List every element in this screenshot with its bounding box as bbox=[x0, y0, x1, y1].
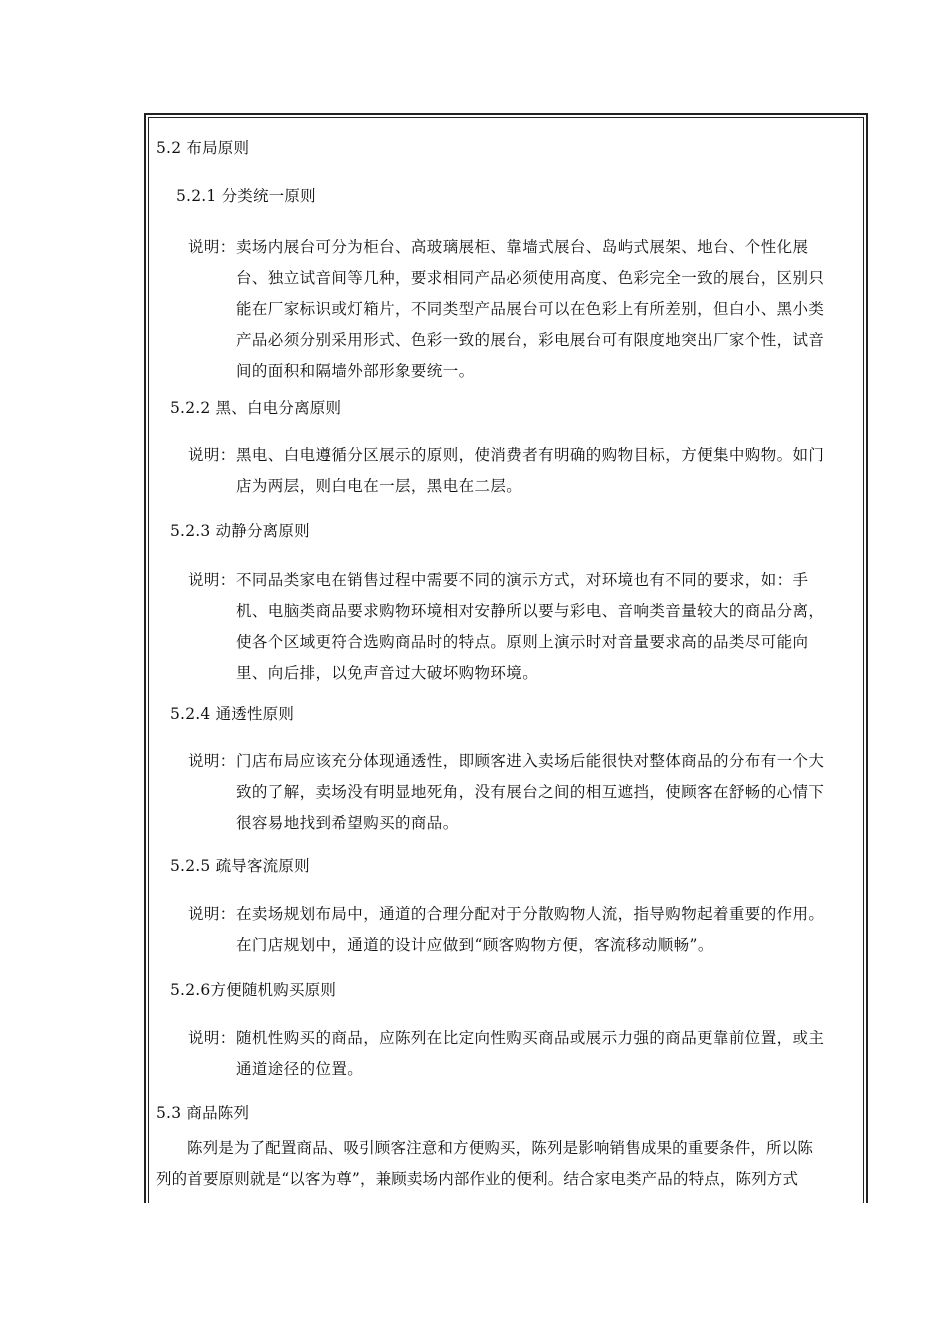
body-line: 很容易地找到希望购买的商品。 bbox=[236, 814, 459, 832]
body-line: 不同品类家电在销售过程中需要不同的演示方式，对环境也有不同的要求，如：手 bbox=[236, 571, 809, 589]
subsection-5-2-4-body bbox=[188, 746, 864, 839]
body-line: 机、电脑类商品要求购物环境相对安静所以要与彩电、音响类音量较大的商品分离， bbox=[236, 602, 825, 620]
body-line: 台、独立试音间等几种，要求相同产品必须使用高度、色彩完全一致的展台，区别只 bbox=[236, 269, 825, 287]
body-line: 使各个区域更符合选购商品时的特点。原则上演示时对音量要求高的品类尽可能向 bbox=[236, 633, 809, 651]
body-line: 产品必须分别采用形式、色彩一致的展台，彩电展台可有限度地突出厂家个性，试音 bbox=[236, 331, 825, 349]
subsection-heading-5-2-6: 5.2.6方便随机购买原则 bbox=[170, 981, 337, 999]
subsection-5-2-3-body bbox=[188, 565, 864, 689]
body-line: 在门店规划中，通道的设计应做到“顾客购物方便，客流移动顺畅”。 bbox=[236, 936, 714, 954]
subsection-heading-5-2-1: 5.2.1 分类统一原则 bbox=[176, 187, 316, 205]
subsection-heading-5-2-2: 5.2.2 黑、白电分离原则 bbox=[170, 399, 342, 417]
subsection-heading-5-2-4: 5.2.4 通透性原则 bbox=[170, 705, 295, 723]
section-heading-5-3: 5.3 商品陈列 bbox=[156, 1104, 250, 1122]
note-label: 说明： bbox=[188, 238, 236, 256]
note-label: 说明： bbox=[188, 752, 236, 770]
body-line: 列的首要原则就是“以客为尊”，兼顾卖场内部作业的便利。结合家电类产品的特点，陈列方式 bbox=[156, 1170, 799, 1188]
note-label: 说明： bbox=[188, 1029, 236, 1047]
note-label: 说明： bbox=[188, 571, 236, 589]
subsection-heading-5-2-5: 5.2.5 疏导客流原则 bbox=[170, 857, 310, 875]
note-label: 说明： bbox=[188, 446, 236, 464]
body-line: 里、向后排，以免声音过大破坏购物环境。 bbox=[236, 664, 539, 682]
body-line: 门店布局应该充分体现通透性，即顾客进入卖场后能很快对整体商品的分布有一个大 bbox=[236, 752, 825, 770]
body-line: 黑电、白电遵循分区展示的原则，使消费者有明确的购物目标，方便集中购物。如门 bbox=[236, 446, 825, 464]
section-5-3-body bbox=[156, 1133, 862, 1195]
note-label: 说明： bbox=[188, 905, 236, 923]
subsection-5-2-1-body bbox=[188, 232, 864, 387]
subsection-5-2-6-body bbox=[188, 1023, 864, 1085]
body-line: 卖场内展台可分为柜台、高玻璃展柜、靠墙式展台、岛屿式展架、地台、个性化展 bbox=[236, 238, 809, 256]
body-line: 间的面积和隔墙外部形象要统一。 bbox=[236, 362, 475, 380]
subsection-heading-5-2-3: 5.2.3 动静分离原则 bbox=[170, 522, 310, 540]
body-line: 随机性购买的商品，应陈列在比定向性购买商品或展示力强的商品更靠前位置，或主 bbox=[236, 1029, 825, 1047]
body-line: 店为两层，则白电在一层，黑电在二层。 bbox=[236, 477, 523, 495]
subsection-5-2-5-body bbox=[188, 899, 864, 961]
body-line: 能在厂家标识或灯箱片，不同类型产品展台可以在色彩上有所差别，但白小、黑小类 bbox=[236, 300, 825, 318]
body-line: 致的了解，卖场没有明显地死角，没有展台之间的相互遮挡，使顾客在舒畅的心情下 bbox=[236, 783, 825, 801]
subsection-5-2-2-body bbox=[188, 440, 864, 502]
section-heading-5-2: 5.2 布局原则 bbox=[156, 139, 250, 157]
body-line: 陈列是为了配置商品、吸引顾客注意和方便购买，陈列是影响销售成果的重要条件，所以陈 bbox=[187, 1139, 814, 1157]
body-line: 通道途径的位置。 bbox=[236, 1060, 364, 1078]
body-line: 在卖场规划布局中，通道的合理分配对于分散购物人流，指导购物起着重要的作用。 bbox=[236, 905, 825, 923]
